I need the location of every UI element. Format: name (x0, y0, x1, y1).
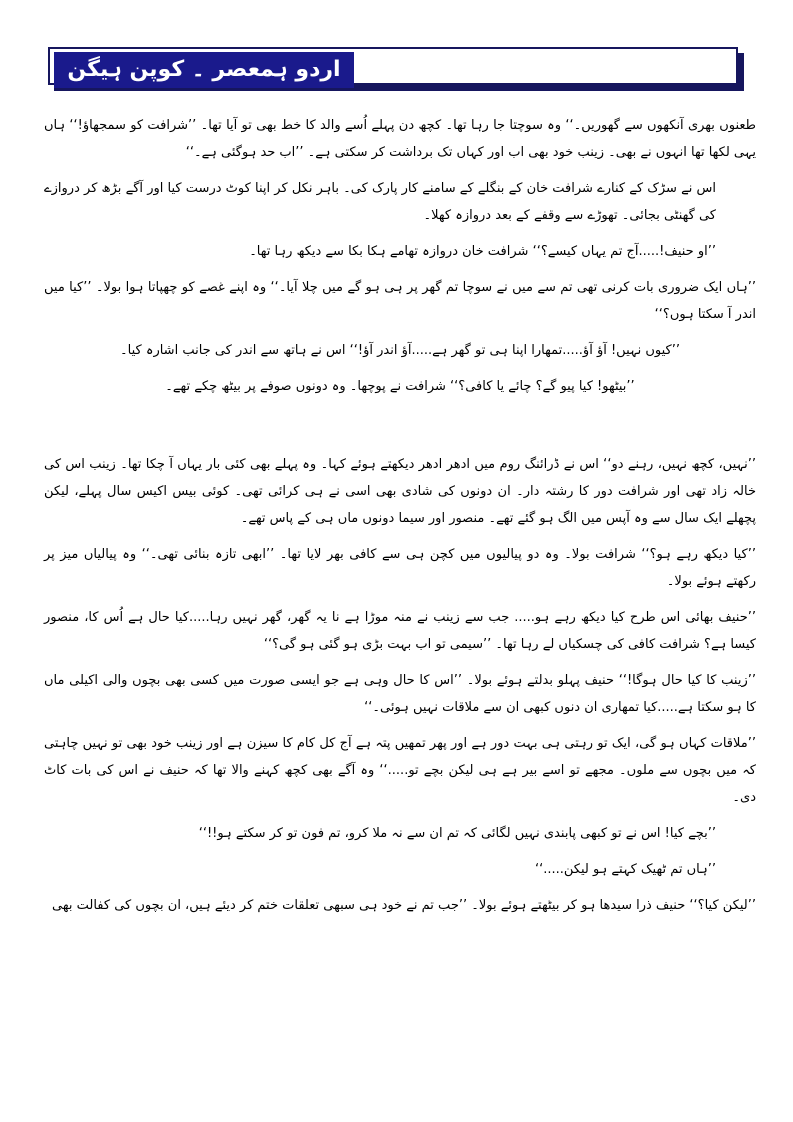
page-header (48, 47, 744, 91)
paragraph: ’’حنیف بھائی اس طرح کیا دیکھ رہے ہو..... جب سے زینب نے منہ موڑا ہے نا یہ گھر، گھر نہیں رہا.....کیا حال ہے اُس کا، منصور کیسا ہے؟ شرافت کافی کی چسکیاں لے رہا تھا۔ ’’سیمی تو اب بہت بڑی ہو گئی ہو گی؟‘‘ (44, 610, 756, 652)
paragraph: ’’زینب کا کیا حال ہوگا!‘‘ حنیف پہلو بدلتے ہوئے بولا۔ ’’اس کا حال وہی ہے جو ایسی صورت میں کسی بھی بچوں والی اکیلی ماں کا ہو سکتا ہے.....کیا تمھاری ان دنوں کبھی ان سے ملاقات نہیں ہوئی۔‘‘ (44, 673, 756, 715)
paragraph: ’’ہاں تم ٹھیک کہتے ہو لیکن.....‘‘ (534, 862, 716, 877)
paragraph: ’’لیکن کیا؟‘‘ حنیف ذرا سیدھا ہو کر بیٹھتے ہوئے بولا۔ ’’جب تم نے خود ہی سبھی تعلقات ختم کر دیئے ہیں، ان بچوں کی کفالت بھی (52, 898, 756, 913)
paragraph: اس نے سڑک کے کنارے شرافت خان کے بنگلے کے سامنے کار پارک کی۔ باہر نکل کر اپنا کوٹ درست کیا اور آگے بڑھ کر دروازے کی گھنٹی بجائی۔ تھوڑے سے وقفے کے بعد دروازہ کھلا۔ (44, 181, 716, 223)
paragraph: ’’ملاقات کہاں ہو گی، ایک تو رہتی ہی بہت دور ہے اور پھر تمھیں پتہ ہے آج کل کام کا سیزن ہے اور زینب خود بھی تو نہیں چاہتی کہ میں بچوں سے ملوں۔ مجھے تو اسے بیر ہے ہی لیکن بچے تو.....‘‘ وہ آگے بھی کچھ کہنے والا تھا کہ حنیف نے اس کی بات کاٹ دی۔ (44, 736, 756, 805)
paragraph: ’’کیوں نہیں! آؤ آؤ.....تمھارا اپنا ہی تو گھر ہے.....آؤ اندر آؤ!‘‘ اس نے ہاتھ سے اندر کی جانب اشارہ کیا۔ (120, 343, 680, 358)
paragraph: ’’کیا دیکھ رہے ہو؟‘‘ شرافت بولا۔ وہ دو پیالیوں میں کچن ہی سے کافی بھر لایا تھا۔ ’’ابھی تازہ بنائی تھی۔‘‘ وہ پیالیاں میز پر رکھتے ہوئے بولا۔ (44, 547, 756, 589)
paragraph: ’’ہاں ایک ضروری بات کرنی تھی تم سے میں نے سوچا تم گھر پر ہی ہو گے میں چلا آیا۔‘‘ وہ اپنے غصے کو چھپاتا ہوا بولا۔ ’’کیا میں اندر آ سکتا ہوں؟‘‘ (44, 280, 756, 322)
article-body (44, 112, 756, 928)
paragraph: ’’بیٹھو! کیا پیو گے؟ چائے یا کافی؟‘‘ شرافت نے پوچھا۔ وہ دونوں صوفے پر بیٹھ چکے تھے۔ (165, 379, 635, 394)
paragraph: ’’بچے کیا! اس نے تو کبھی پابندی نہیں لگائی کہ تم ان سے نہ ملا کرو، تم فون تو کر سکتے ہو!!‘‘ (198, 826, 716, 841)
section-gap (44, 409, 756, 451)
header-title: اردو ہمعصر ۔ کوپن ہیگن (54, 52, 354, 88)
paragraph: ’’نہیں، کچھ نہیں، رہنے دو‘‘ اس نے ڈرائنگ روم میں ادھر ادھر دیکھتے ہوئے کہا۔ وہ پہلے بھی کئی بار یہاں آ چکا تھا۔ زینب اس کی خالہ زاد تھی اور شرافت دور کا رشتہ دار۔ ان دونوں کی شادی بھی اسی نے ہی کرائی تھی۔ کوئی بیس اکیس سال پہلے، لیکن پچھلے ایک سال سے وہ آپس میں الگ ہو گئے تھے۔ منصور اور سیما دونوں ماں ہی کے پاس تھے۔ (44, 457, 756, 526)
paragraph: ’’او حنیف!.....آج تم یہاں کیسے؟‘‘ شرافت خان دروازہ تھامے ہکا بکا سے دیکھ رہا تھا۔ (249, 244, 716, 259)
paragraph: طعنوں بھری آنکھوں سے گھوریں۔‘‘ وہ سوچتا جا رہا تھا۔ کچھ دن پہلے اُسے والد کا خط بھی تو آیا تھا۔ ’’شرافت کو سمجھاؤ!‘‘ ہاں یہی لکھا تھا انہوں نے بھی۔ زینب خود بھی اب اور کہاں تک برداشت کر سکتی ہے۔ ’’اب حد ہوگئی ہے۔‘‘ (44, 118, 756, 160)
